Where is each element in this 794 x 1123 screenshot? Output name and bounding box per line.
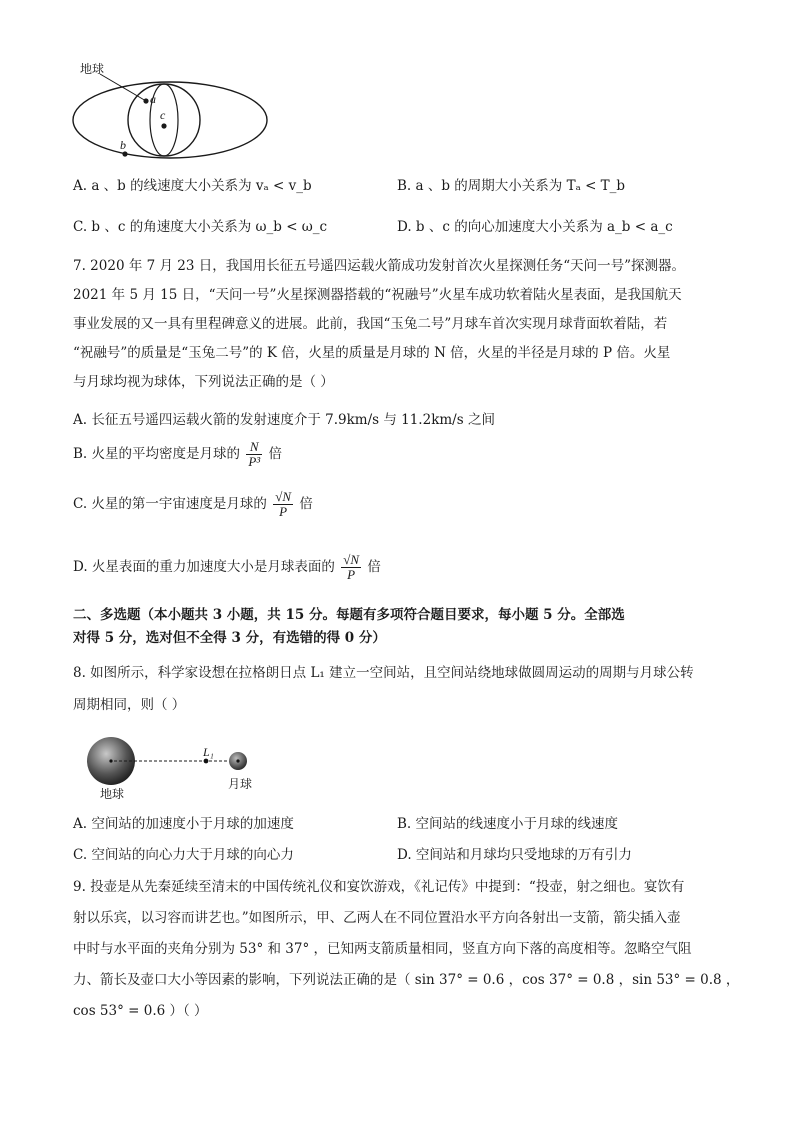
q7-option-c-suffix: 倍	[299, 496, 313, 512]
q9-line-2: 射以乐宾，以习容而讲艺也。”如图所示，甲、乙两人在不同位置沿水平方向各射出一支箭，箭尖插入壶	[73, 910, 681, 926]
q7-option-a[interactable]: A. 长征五号遥四运载火箭的发射速度介于 7.9km/s 与 11.2km/s 之间	[73, 412, 495, 428]
q6-option-d[interactable]: D. b 、c 的向心加速度大小关系为 a_b < a_c	[397, 219, 673, 235]
q9-line-3: 中时与水平面的夹角分别为 53° 和 37° ，已知两支箭质量相同，竖直方向下落的高度相等。忽略空气阻	[73, 941, 692, 957]
q9-stem	[73, 878, 739, 1033]
fraction-denominator: P³	[248, 454, 261, 469]
q7-line-1: 7. 2020 年 7 月 23 日，我国用长征五号遥四运载火箭成功发射首次火星探测任务“天问一号”探测器。	[73, 258, 686, 274]
q7-option-b-suffix: 倍	[268, 446, 282, 462]
figure-l1-label: L₁	[203, 745, 214, 759]
q8-option-c[interactable]: C. 空间站的向心力大于月球的向心力	[73, 847, 294, 863]
earth-label: 地球	[80, 62, 105, 76]
q7-line-4: “祝融号”的质量是“玉兔二号”的 K 倍，火星的质量是月球的 N 倍，火星的半径是月球的 P 倍。火星	[73, 345, 671, 361]
q8-line-1: 8. 如图所示，科学家设想在拉格朗日点 L₁ 建立一空间站，且空间站绕地球做圆周运动的周期与月球公转	[73, 665, 694, 681]
q6-option-c[interactable]: C. b 、c 的角速度大小关系为 ω_b < ω_c	[73, 219, 328, 235]
q7-line-5: 与月球均视为球体，下列说法正确的是（ ）	[73, 374, 334, 390]
fraction-numerator: √N	[275, 489, 292, 504]
q7-line-2: 2021 年 5 月 15 日，“天问一号”火星探测器搭载的“祝融号”火星车成功软着陆火星表面，是我国航天	[73, 287, 682, 303]
fraction-numerator: N	[246, 440, 262, 455]
q7-line-3: 事业发展的又一具有里程碑意义的进展。此前，我国“玉兔二号”月球车首次实现月球背面软着陆，若	[73, 316, 668, 332]
q7-option-d[interactable]	[73, 553, 381, 582]
q7-option-c-text: C. 火星的第一宇宙速度是月球的	[73, 496, 267, 512]
figure-moon-label: 月球	[228, 777, 253, 791]
q7-option-b-fraction	[246, 440, 262, 469]
q9-line-1: 9. 投壶是从先秦延续至清末的中国传统礼仪和宴饮游戏，《礼记传》中提到：“投壶，射之细也。宴饮有	[73, 879, 685, 895]
point-c-label: c	[160, 108, 166, 122]
q7-option-b-text: B. 火星的平均密度是月球的	[73, 446, 241, 462]
fraction-denominator: P	[279, 504, 288, 519]
lagrange-figure	[84, 733, 274, 803]
orbit-figure	[70, 58, 270, 168]
q8-option-a[interactable]: A. 空间站的加速度小于月球的加速度	[73, 816, 294, 832]
q7-option-c-fraction	[273, 490, 293, 519]
q6-option-b[interactable]: B. a 、b 的周期大小关系为 Tₐ < T_b	[397, 178, 626, 194]
section-2-line-1: 二、多选题（本小题共 3 小题，共 15 分。每题有多项符合题目要求，每小题 5 分。全部选	[73, 607, 625, 623]
q7-option-d-fraction	[341, 553, 361, 582]
q7-option-d-suffix: 倍	[367, 559, 381, 575]
q7-stem	[73, 257, 685, 402]
q6-option-a[interactable]: A. a 、b 的线速度大小关系为 vₐ < v_b	[73, 178, 312, 194]
q8-option-b[interactable]: B. 空间站的线速度小于月球的线速度	[397, 816, 619, 832]
section-2-heading	[73, 605, 625, 651]
point-a-label: a	[150, 92, 156, 106]
section-2-line-2: 对得 5 分，选对但不全得 3 分，有选错的得 0 分）	[73, 630, 386, 646]
q7-option-b[interactable]	[73, 440, 282, 469]
point-b-label: b	[120, 138, 126, 152]
q9-line-4: 力、箭长及壶口大小等因素的影响，下列说法正确的是（ sin 37° = 0.6 ，cos 37° = 0.8 ，sin 53° = 0.8 ，	[73, 972, 740, 988]
q8-line-2: 周期相同，则（ ）	[73, 697, 186, 713]
q9-line-5: cos 53° = 0.6 ）（ ）	[73, 1003, 208, 1019]
q8-option-d[interactable]: D. 空间站和月球均只受地球的万有引力	[397, 847, 632, 863]
fraction-numerator: √N	[343, 552, 360, 567]
q8-stem	[73, 664, 694, 728]
figure-earth-label: 地球	[100, 787, 125, 801]
q7-option-c[interactable]	[73, 490, 313, 519]
q7-option-d-text: D. 火星表面的重力加速度大小是月球表面的	[73, 559, 335, 575]
fraction-denominator: P	[347, 567, 356, 582]
